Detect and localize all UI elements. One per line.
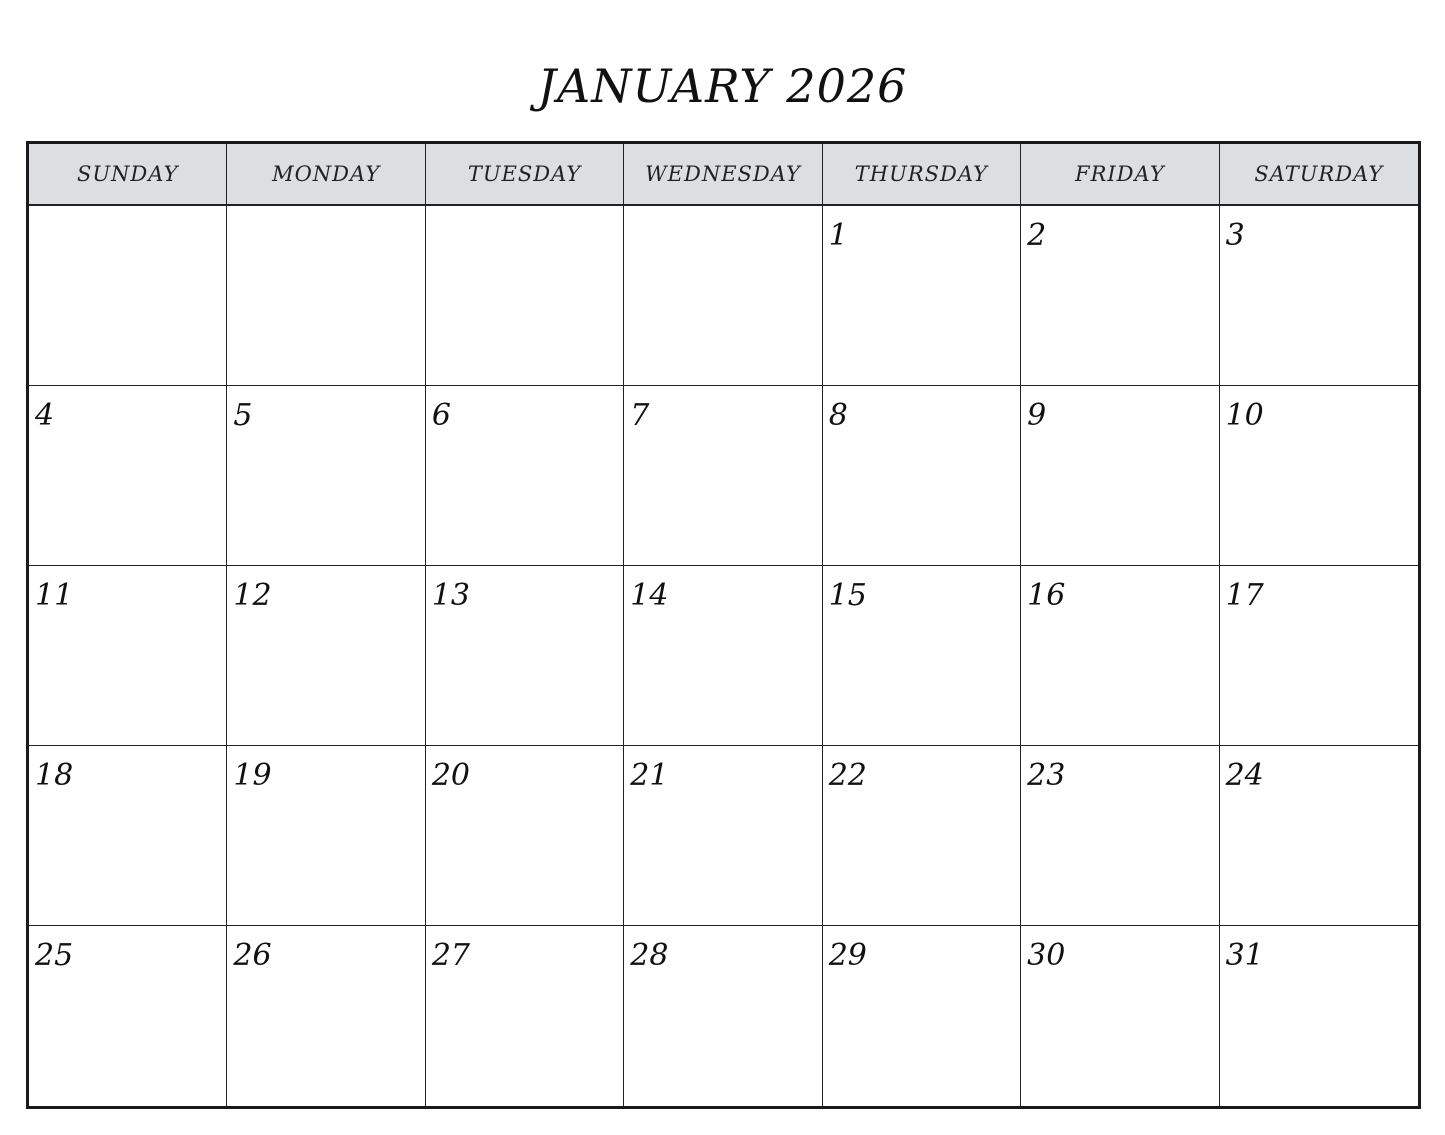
day-cell <box>1220 206 1418 386</box>
day-number: 5 <box>233 398 253 433</box>
day-number: 17 <box>1225 578 1264 613</box>
day-cell <box>624 206 822 386</box>
day-number: 16 <box>1027 578 1066 613</box>
day-number: 22 <box>828 758 867 793</box>
day-number: 25 <box>35 938 74 973</box>
day-number: 30 <box>1027 938 1066 973</box>
day-cell <box>426 386 624 566</box>
day-number: 2 <box>1027 218 1047 253</box>
weekday-header-saturday: SATURDAY <box>1220 144 1418 206</box>
day-cell <box>227 206 425 386</box>
day-number: 29 <box>828 938 867 973</box>
day-number: 24 <box>1225 758 1264 793</box>
day-cell <box>1220 926 1418 1106</box>
day-cell <box>823 746 1021 926</box>
day-number: 26 <box>233 938 272 973</box>
day-number: 14 <box>630 578 669 613</box>
day-cell <box>1021 746 1219 926</box>
day-cell <box>29 206 227 386</box>
day-cell <box>227 926 425 1106</box>
day-number: 19 <box>233 758 272 793</box>
weekday-header-friday: FRIDAY <box>1021 144 1219 206</box>
day-cell <box>1021 206 1219 386</box>
day-cell <box>624 566 822 746</box>
day-number: 15 <box>828 578 867 613</box>
day-cell <box>624 926 822 1106</box>
day-number: 7 <box>630 398 650 433</box>
day-cell <box>1021 926 1219 1106</box>
weekday-header-monday: MONDAY <box>227 144 425 206</box>
day-number: 4 <box>35 398 55 433</box>
day-cell <box>823 926 1021 1106</box>
day-number: 12 <box>233 578 272 613</box>
day-cell <box>426 926 624 1106</box>
day-number: 21 <box>630 758 669 793</box>
day-number: 23 <box>1027 758 1066 793</box>
day-cell <box>227 566 425 746</box>
day-cell <box>227 746 425 926</box>
day-cell <box>426 746 624 926</box>
calendar-grid <box>26 141 1421 1109</box>
day-cell <box>1220 566 1418 746</box>
day-cell <box>823 206 1021 386</box>
day-cell <box>624 746 822 926</box>
day-number: 27 <box>431 938 471 973</box>
weekday-header-thursday: THURSDAY <box>823 144 1021 206</box>
day-number: 11 <box>35 578 74 613</box>
day-number: 18 <box>35 758 74 793</box>
day-number: 3 <box>1225 218 1245 253</box>
day-cell <box>426 566 624 746</box>
day-number: 10 <box>1225 398 1264 433</box>
day-cell <box>29 566 227 746</box>
day-cell <box>29 926 227 1106</box>
day-number: 31 <box>1225 938 1264 973</box>
day-cell <box>227 386 425 566</box>
day-number: 8 <box>828 398 848 433</box>
day-cell <box>29 386 227 566</box>
calendar-title: JANUARY 2026 <box>537 59 908 113</box>
weekday-header-wednesday: WEDNESDAY <box>624 144 822 206</box>
day-cell <box>1220 746 1418 926</box>
day-cell <box>823 566 1021 746</box>
day-cell <box>823 386 1021 566</box>
day-number: 13 <box>431 578 471 613</box>
day-cell <box>1220 386 1418 566</box>
day-cell <box>624 386 822 566</box>
day-number: 6 <box>431 398 451 433</box>
weekday-header-tuesday: TUESDAY <box>426 144 624 206</box>
day-number: 28 <box>630 938 669 973</box>
day-number: 20 <box>431 758 471 793</box>
day-number: 1 <box>828 218 848 253</box>
day-cell <box>1021 566 1219 746</box>
day-number: 9 <box>1027 398 1047 433</box>
weekday-header-sunday: SUNDAY <box>29 144 227 206</box>
day-cell <box>426 206 624 386</box>
day-cell <box>29 746 227 926</box>
day-cell <box>1021 386 1219 566</box>
